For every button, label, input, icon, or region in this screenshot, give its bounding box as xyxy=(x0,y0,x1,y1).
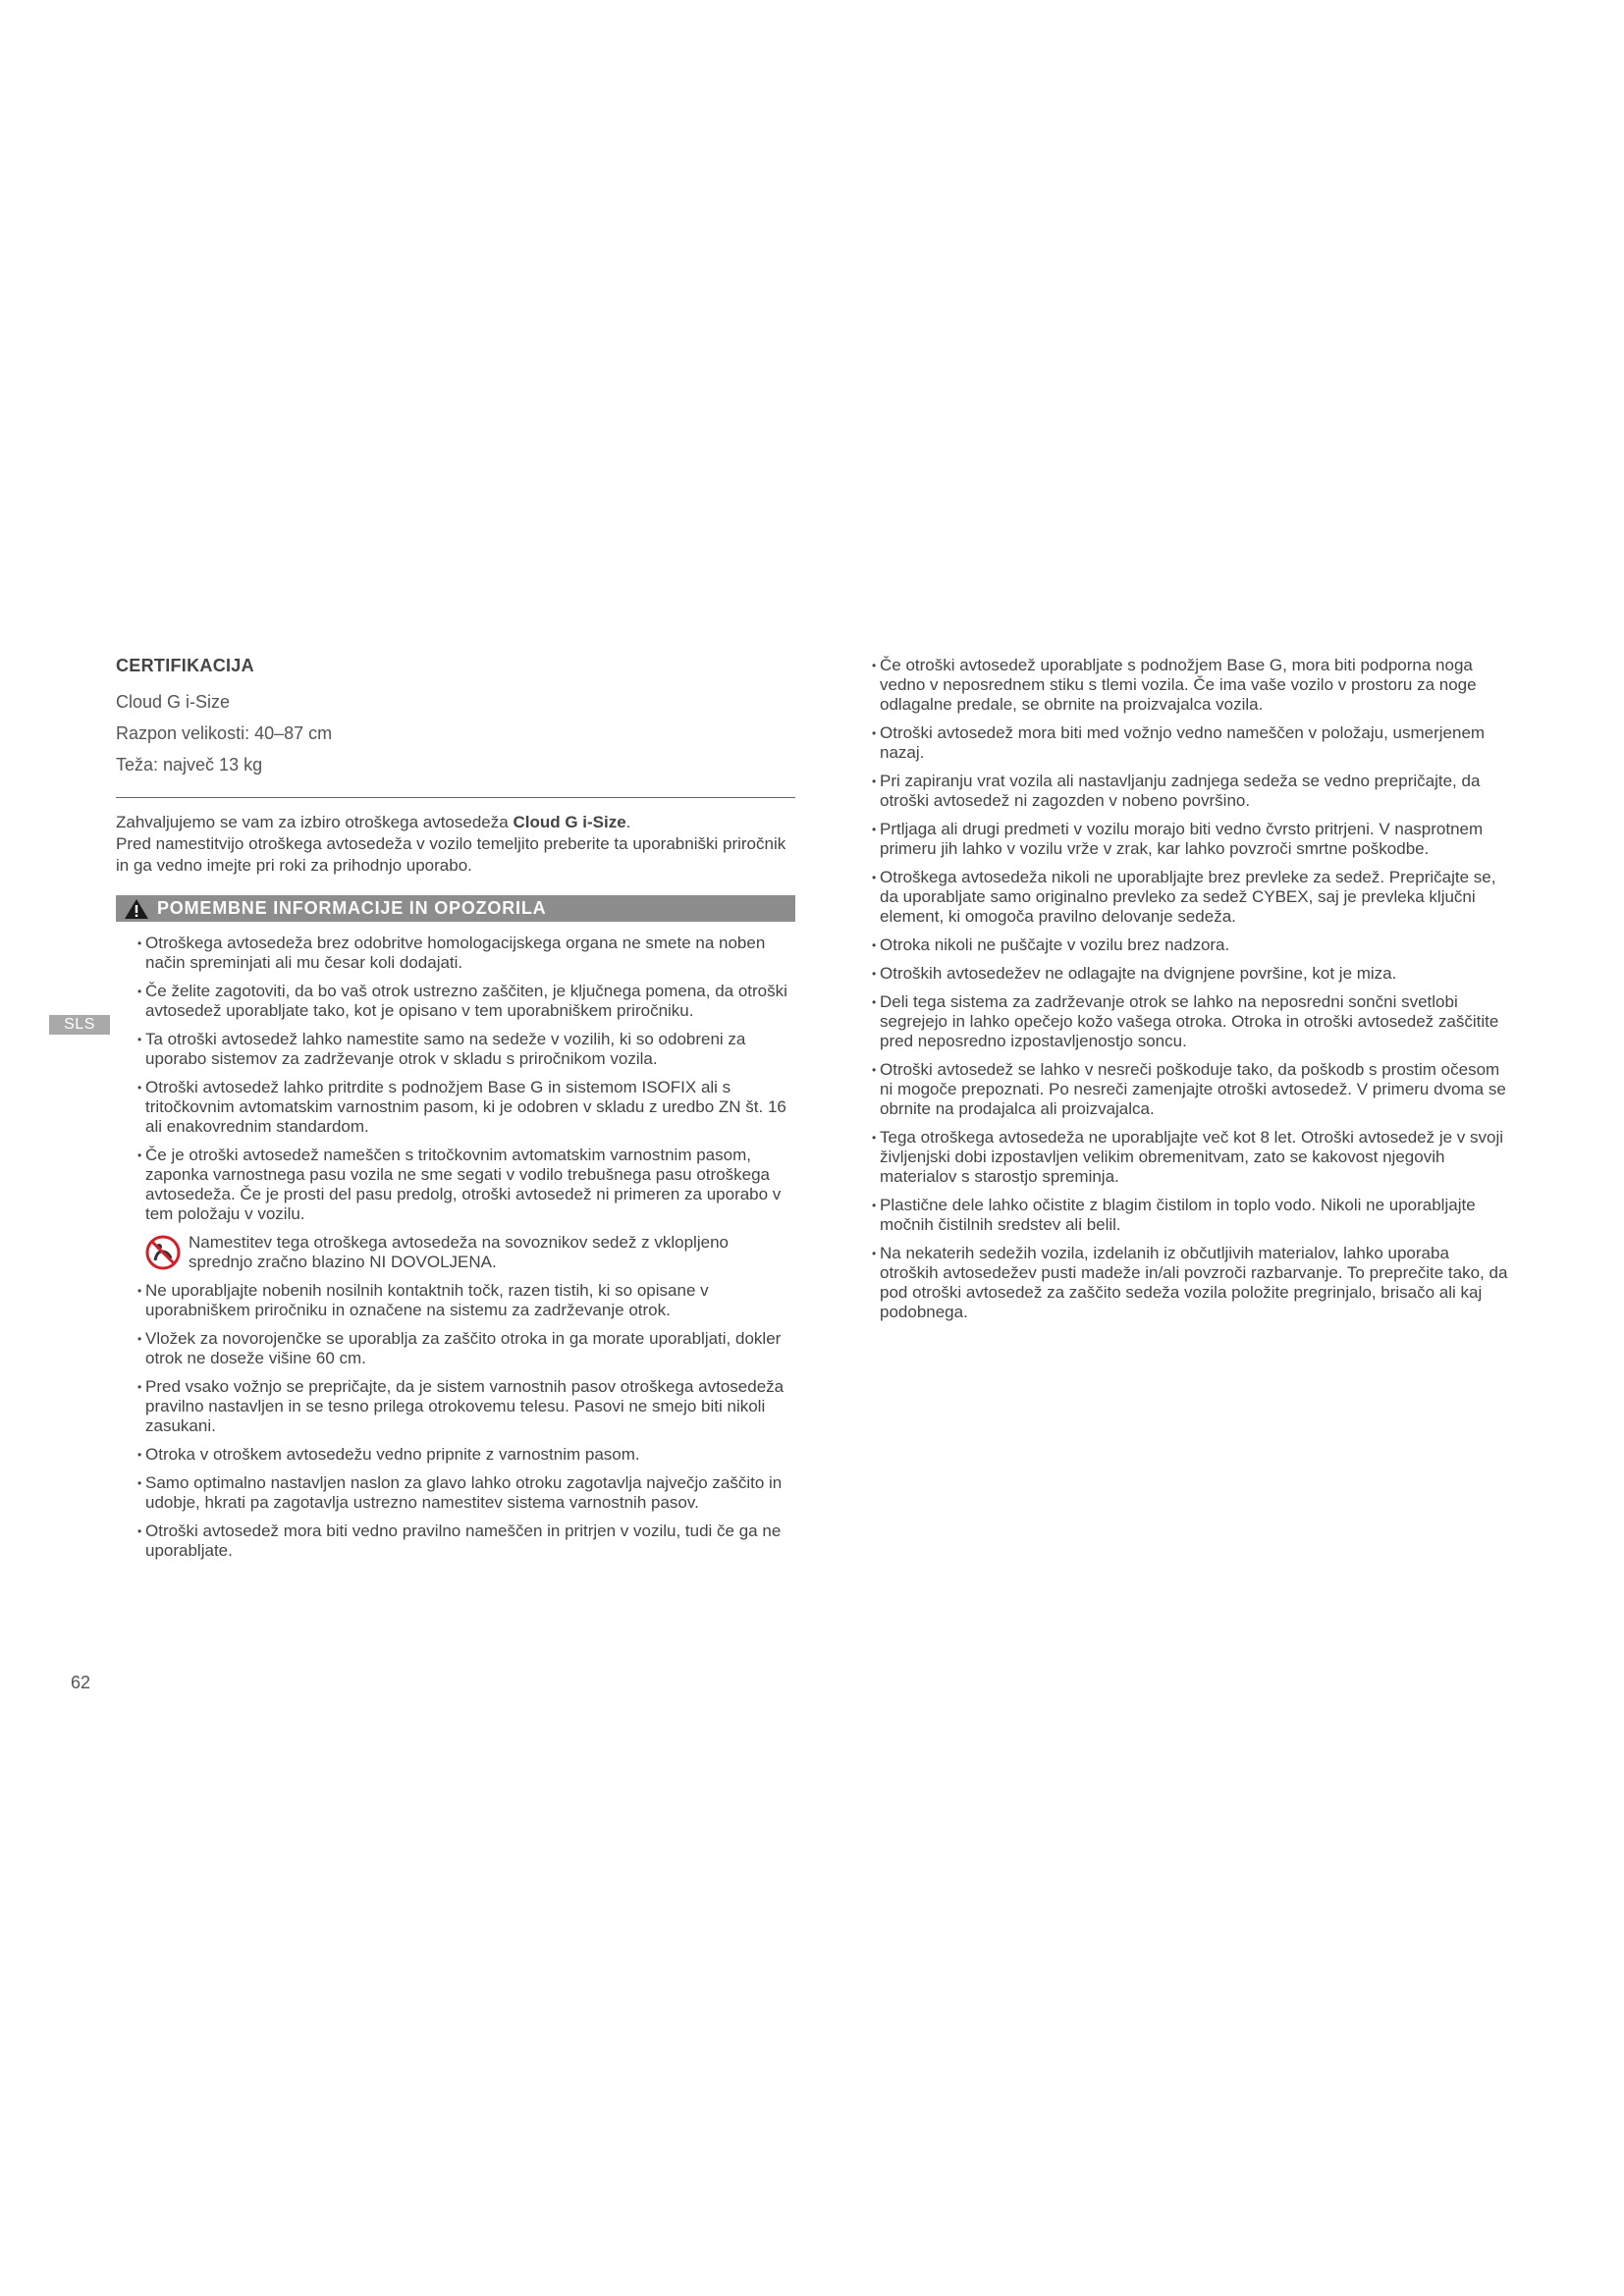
airbag-warning xyxy=(116,1233,795,1272)
left-column xyxy=(116,656,795,1570)
certification-title: CERTIFIKACIJA xyxy=(116,656,254,675)
warning-item: • Tega otroškega avtosedeža ne uporabljajte več kot 8 let. Otroški avtosedež je v svoji življenjski dobi izpostavljen velikim obremenitvam, zato se kakovost njegovih materialov s starostjo spreminja. xyxy=(868,1128,1512,1187)
warning-item: • Če želite zagotoviti, da bo vaš otrok ustrezno zaščiten, je ključnega pomena, da otroški avtosedež uporabljate tako, kot je opisano v tem uporabniškem priročniku. xyxy=(116,982,795,1021)
warning-item: • Če je otroški avtosedež nameščen s tritočkovnim avtomatskim varnostnim pasom, zaponka varnostnega pasu vozila ne sme segati v vodilo trebušnega pasu otroškega avtosedeža. Če je prosti del pasu predolg, otroški avtosedež ni primeren za uporabo v tem položaju v vozilu. xyxy=(116,1146,795,1224)
intro-paragraph xyxy=(116,812,795,877)
warning-item: • Na nekaterih sedežih vozila, izdelanih iz občutljivih materialov, lahko uporaba otroških avtosedežev pusti madeže in/ali povzroči razbarvanje. To preprečite tako, da pod otroški avtosedež za zaščito sedeža vozila položite pregrinjalo, brisačo ali kaj podobnega. xyxy=(868,1244,1512,1322)
warning-item: • Če otroški avtosedež uporabljate s podnožjem Base G, mora biti podporna noga vedno v neposrednem stiku s tlemi vozila. Če ima vaše vozilo v prostoru za noge odlagalne predale, se obrnite na proizvajalca vozila. xyxy=(868,656,1512,715)
intro-thanks: Zahvaljujemo se vam za izbiro otroškega avtosedeža xyxy=(116,813,514,831)
warning-item: • Otroškega avtosedeža nikoli ne uporabljajte brez prevleke za sedež. Prepričajte se, da uporabljate samo originalno prevleko za sedež CYBEX, saj je prevleka ključni element, ki omogoča pravilno delovanje sedeža. xyxy=(868,868,1512,927)
warning-item: • Pred vsako vožnjo se prepričajte, da je sistem varnostnih pasov otroškega avtosedeža pravilno nastavljen in se tesno prilega otrokovemu telesu. Pasovi ne smejo biti nikoli zasukani. xyxy=(116,1377,795,1436)
warnings-list-left-b xyxy=(116,1281,795,1561)
weight-limit: Teža: največ 13 kg xyxy=(116,755,263,774)
warnings-list-left-a xyxy=(116,934,795,1224)
warning-item: • Pri zapiranju vrat vozila ali nastavljanju zadnjega sedeža se vedno prepričajte, da otroški avtosedež ni zagozden v nobeno površino. xyxy=(868,772,1512,811)
warning-item: • Ne uporabljajte nobenih nosilnih kontaktnih točk, razen tistih, ki so opisane v uporabniškem priročniku in označene na sistemu za zadrževanje otrok. xyxy=(116,1281,795,1320)
warnings-list-right xyxy=(868,656,1512,1322)
divider xyxy=(116,797,795,798)
intro-read-manual: Pred namestitvijo otroškega avtosedeža v vozilo temeljito preberite ta uporabniški priročnik in ga vedno imejte pri roki za prihodnjo uporabo. xyxy=(116,834,786,875)
warning-triangle-icon xyxy=(124,898,149,920)
intro-product: Cloud G i-Size xyxy=(513,813,626,831)
warning-item: • Otroških avtosedežev ne odlagajte na dvignjene površine, kot je miza. xyxy=(868,964,1512,984)
right-column xyxy=(868,656,1512,1331)
language-tab: SLS xyxy=(49,1015,110,1035)
warning-item: • Samo optimalno nastavljen naslon za glavo lahko otroku zagotavlja največjo zaščito in udobje, hkrati pa zagotavlja ustrezno namestitev sistema varnostnih pasov. xyxy=(116,1473,795,1513)
intro-thanks-end: . xyxy=(625,813,631,831)
size-range: Razpon velikosti: 40–87 cm xyxy=(116,723,333,743)
warning-item: • Otroški avtosedež mora biti vedno pravilno nameščen in pritrjen v vozilu, tudi če ga ne uporabljate. xyxy=(116,1522,795,1561)
warning-item: • Otroški avtosedež se lahko v nesreči poškoduje tako, da poškodb s prostim očesom ni mogoče prepoznati. Po nesreči zamenjajte otroški avtosedež. V primeru dvoma se obrnite na prodajalca ali proizvajalca. xyxy=(868,1060,1512,1119)
airbag-warning-text: Namestitev tega otroškega avtosedeža na sovoznikov sedež z vklopljeno sprednjo zračno blazino NI DOVOLJENA. xyxy=(189,1233,729,1271)
warning-item: • Otroški avtosedež lahko pritrdite s podnožjem Base G in sistemom ISOFIX ali s tritočkovnim avtomatskim varnostnim pasom, ki je odobren v skladu z uredbo ZN št. 16 ali enakovrednim standardom. xyxy=(116,1078,795,1137)
warning-item: • Otroka v otroškem avtosedežu vedno pripnite z varnostnim pasom. xyxy=(116,1445,795,1465)
warning-item: • Otroškega avtosedeža brez odobritve homologacijskega organa ne smete na noben način spreminjati ali mu česar koli dodajati. xyxy=(116,934,795,973)
product-name: Cloud G i-Size xyxy=(116,692,231,712)
warning-item: • Ta otroški avtosedež lahko namestite samo na sedeže v vozilih, ki so odobreni za uporabo sistemov za zadrževanje otrok v skladu s priročnikom vozila. xyxy=(116,1030,795,1069)
warning-item: • Deli tega sistema za zadrževanje otrok se lahko na neposredni sončni svetlobi segrejejo in lahko opečejo kožo vašega otroka. Otroka in otroški avtosedež zaščitite pred neposredno izpostavljenostjo soncu. xyxy=(868,992,1512,1051)
warning-item: • Otroški avtosedež mora biti med vožnjo vedno nameščen v položaju, usmerjenem nazaj. xyxy=(868,723,1512,763)
warning-item: • Otroka nikoli ne puščajte v vozilu brez nadzora. xyxy=(868,935,1512,955)
no-airbag-icon xyxy=(145,1235,181,1270)
warnings-header xyxy=(116,895,795,922)
warning-item: • Plastične dele lahko očistite z blagim čistilom in toplo vodo. Nikoli ne uporabljajte močnih čistilnih sredstev ali belil. xyxy=(868,1196,1512,1235)
warning-item: • Prtljaga ali drugi predmeti v vozilu morajo biti vedno čvrsto pritrjeni. V nasprotnem primeru jih lahko v vozilu vrže v zrak, kar lahko povzroči smrtne poškodbe. xyxy=(868,820,1512,859)
warning-item: • Vložek za novorojenčke se uporablja za zaščito otroka in ga morate uporabljati, dokler otrok ne doseže višine 60 cm. xyxy=(116,1329,795,1368)
page-number: 62 xyxy=(71,1673,91,1692)
warnings-header-text: POMEMBNE INFORMACIJE IN OPOZORILA xyxy=(157,898,547,918)
